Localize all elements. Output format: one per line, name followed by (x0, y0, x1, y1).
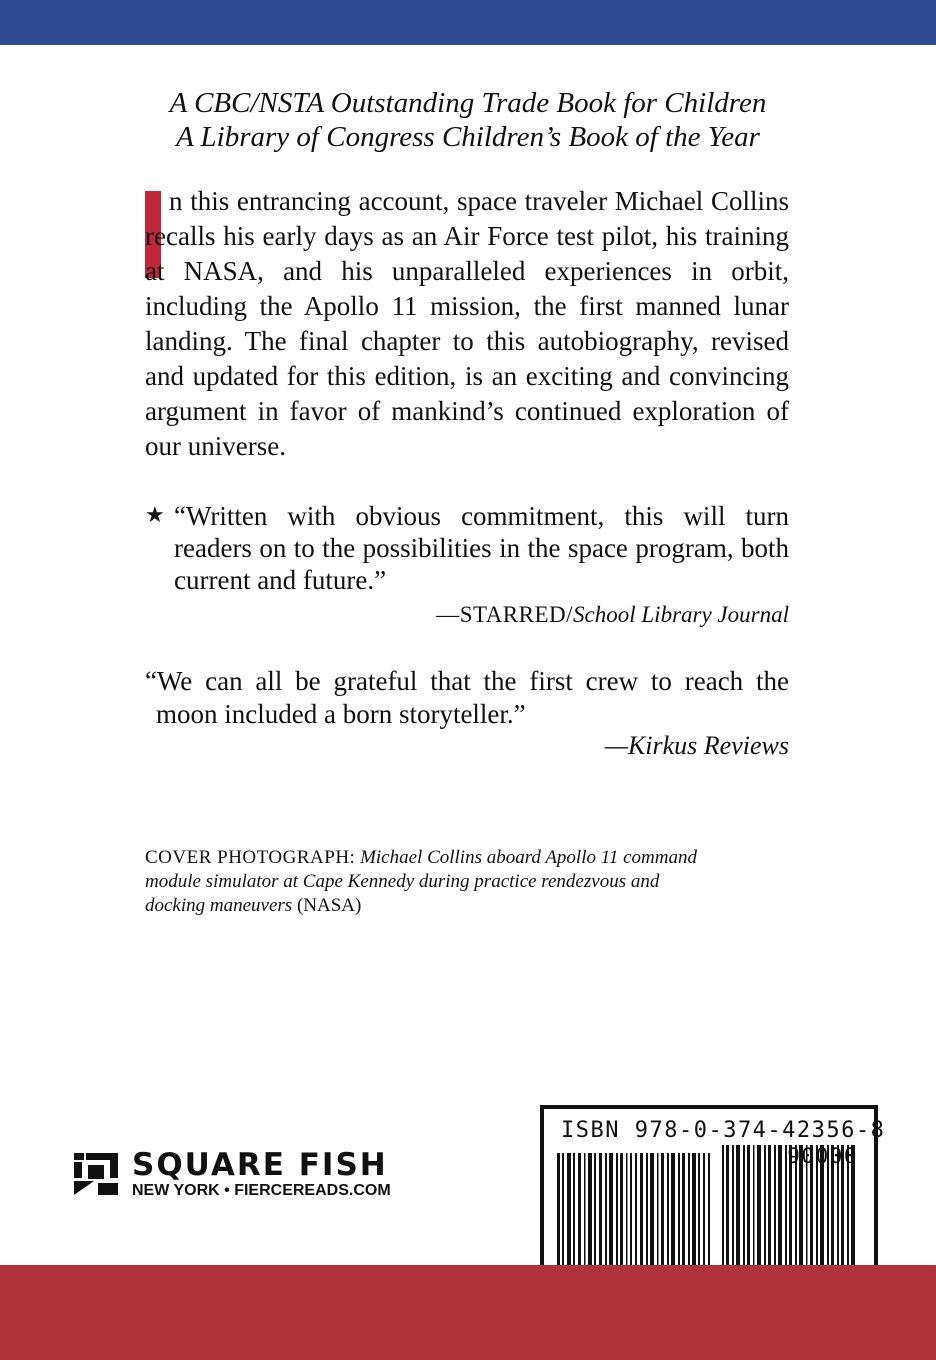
awards-heading (110, 86, 826, 154)
bottom-color-band (0, 1265, 936, 1360)
star-icon: ★ (145, 503, 165, 528)
award-line-2: A Library of Congress Children’s Book of the Year (176, 121, 760, 153)
review-credit (145, 600, 789, 630)
photo-credit-description: Michael Collins aboard Apollo 11 command module simulator at Cape Kennedy during practice rendezvous and docking maneuvers (145, 847, 697, 916)
publisher-name: SQUARE FISH (132, 1147, 388, 1183)
description-text: n this entrancing account, space traveler Michael Collins recalls his early days as an Air Force test pilot, his training at NASA, and his unparalleled experiences in orbit, including the Apollo 11 mission, the first manned lunar landing. The final chapter to this autobiography, revised and updated for this edition, is an exciting and convincing argument in favor of mankind’s continued exploration of our universe. (145, 186, 789, 461)
review-quote: “We can all be grateful that the first crew to reach the moon included a born storyteller.” (145, 666, 789, 729)
award-line-1: A CBC/NSTA Outstanding Trade Book for Children (169, 87, 767, 119)
review-quote: “Written with obvious commitment, this will turn readers on to the possibilities in the space program, both current and future.” (174, 501, 789, 595)
review-credit: —Kirkus Reviews (604, 731, 789, 760)
cover-photo-credit (145, 846, 705, 918)
review-starred (145, 500, 789, 630)
square-fish-logo-icon (72, 1151, 120, 1197)
book-description (145, 184, 789, 464)
isbn-label: ISBN 978-0-374-42356-8 (561, 1118, 886, 1143)
review-credit-source: School Library Journal (573, 602, 789, 627)
price-code: 90000 (787, 1144, 858, 1168)
top-color-band (0, 0, 936, 45)
publisher-logo (72, 1148, 412, 1204)
review-credit-prefix: —STARRED/ (436, 602, 574, 627)
review-kirkus (145, 665, 789, 761)
photo-credit-label: COVER PHOTOGRAPH: (145, 847, 356, 868)
publisher-tagline: NEW YORK • FIERCEREADS.COM (132, 1182, 391, 1199)
photo-credit-source: (NASA) (296, 895, 362, 916)
